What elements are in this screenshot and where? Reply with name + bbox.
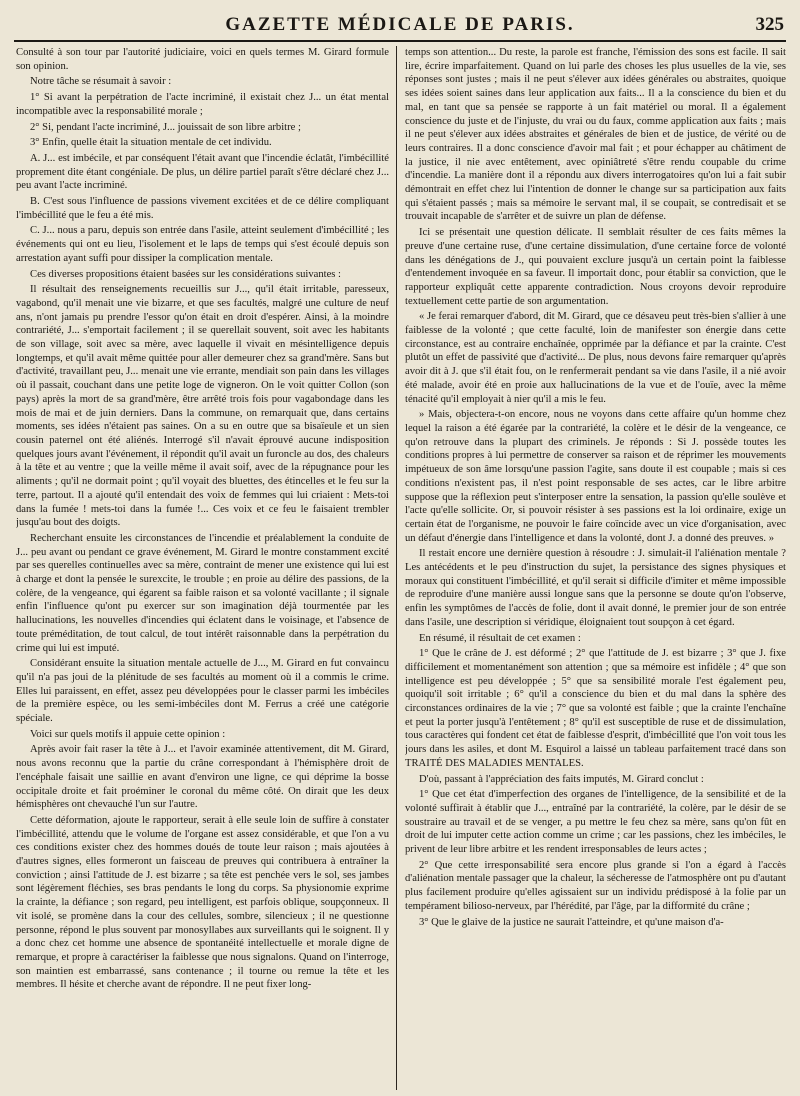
column-divider bbox=[396, 46, 397, 1090]
list-item: 1° Si avant la perpétration de l'acte incriminé, il existait chez J... un état mental incompatible avec la responsabilité morale ; bbox=[16, 92, 389, 117]
left-column bbox=[16, 46, 389, 1090]
paragraph: Ici se présentait une question délicate. Il semblait résulter de ces faits mêmes la preuve d'une certaine ruse, d'une certaine dissimulation, d'une certaine force de volonté dans les dénégations de J., qui pouvaient exclure jusqu'à un certain point la faiblesse d'entendement invoquée en sa faveur. Il importait donc, pour établir sa conviction, que le rapporteur expliquât cette apparente contradiction. Nous croyons devoir reproduire textuellement cette partie de son argumentation. bbox=[405, 227, 786, 307]
right-column bbox=[405, 46, 786, 1090]
paragraph: 1° Que le crâne de J. est déformé ; 2° que l'attitude de J. est bizarre ; 3° que J. fixe difficilement et momentanément son attention ; que sa mémoire est infidèle ; 4° que son intelligence est peu développée ; 5° que sa sensibilité morale l'est également peu, quoiqu'il soit irritable ; 6° qu'il a conscience du bien et du mal dans la sphère des circonstances ordinaires de la vie ; 7° que sa volonté est faible ; que la crainte l'enchaîne et peut la porter jusqu'à l'entêtement ; 8° qu'il est susceptible de ruse et de dissimulation, tous caractères qui fondent cet état de faiblesse d'esprit, d'imbécillité que l'on voit tous les jours dans les asiles, et dont M. Esquirol a laissé un tableau parfaitement tracé dans son TRAITÉ DES MALADIES MENTALES. bbox=[405, 648, 786, 769]
paragraph: Consulté à son tour par l'autorité judiciaire, voici en quels termes M. Girard formule son opinion. bbox=[16, 47, 389, 72]
list-item: 2° Si, pendant l'acte incriminé, J... jouissait de son libre arbitre ; bbox=[30, 121, 301, 133]
journal-title: GAZETTE MÉDICALE DE PARIS. bbox=[225, 14, 575, 35]
list-item: 3° Enfin, quelle était la situation mentale de cet individu. bbox=[30, 137, 272, 149]
paragraph: 3° Que le glaive de la justice ne saurait l'atteindre, et qu'une maison d'a- bbox=[419, 916, 724, 928]
paragraph: C. J... nous a paru, depuis son entrée dans l'asile, atteint seulement d'imbécillité ; les événements qui ont eu lieu, l'isolement et le laps de temps qui s'est écoulé depuis son arrestation ayant suffi pour dissiper la complication mentale. bbox=[16, 225, 389, 264]
paragraph: Ces diverses propositions étaient basées sur les considérations suivantes : bbox=[30, 268, 341, 280]
paragraph: « Je ferai remarquer d'abord, dit M. Girard, que ce désaveu peut très-bien s'allier à une faiblesse de la volonté ; que cette faculté, loin de manifester son énergie dans cette circonstance, est au contraire enchaînée, opprimée par la défiance et par la crainte. C'est plutôt un effet de passivité que d'activité... De plus, nous devons faire remarquer qu'après avoir dit à J. que s'il était fou, on le renfermerait pendant sa vie dans l'asile, il a nié avoir été malade, avoir été en proie aux hallucinations de la vue et de l'ouïe, avec la même ténacité qu'il employait à nier qu'il a mis le feu. bbox=[405, 311, 786, 405]
paragraph: temps son attention... Du reste, la parole est franche, l'émission des sons est facile. Il sait lire, écrire imparfaitement. Quand on lui parle des choses les plus usuelles de la vie, ses réponses sont justes ; mais il ne peut s'élever aux idées générales ou abstraites, quoique ses idées soient saines dans leur application aux faits... Il a la conscience du bien et du mal, en tant que sa pensée se rapporte à un fait matériel ou moral. Il a également conscience du juste et de l'injuste, du vrai ou du faux, comme application aux faits ; mais il ne peut s'élever aux idées abstraites et générales de bien et de justice, de vérité ou de leurs contraires. Il a donc conscience d'avoir mal fait ; et pour échapper au châtiment de la justice, il nie avec entêtement, avec opiniâtreté s'être rendu coupable du crime d'incendie. La manière dont il a répondu aux divers interrogatoires qu'on lui a fait subir démontrait en effet chez lui l'intention de donner le change sur sa participation aux faits qui s'étaient passés ; mais sa mémoire le servant mal, il se coupait, se contredisait et se trouvait incapable de s'arrêter et de suivre un plan de défense. bbox=[405, 47, 786, 223]
page-header bbox=[14, 10, 786, 42]
paragraph: Après avoir fait raser la tête à J... et l'avoir examinée attentivement, dit M. Girard, nous avons reconnu que la partie du crâne correspondant à l'hémisphère droit de l'encéphale faisait une saillie en avant d'environ une ligne, ce qui déprime la bosse occipitale droite et fait proéminer le coronal du même côté. On dirait que les deux hémisphères ont chevauché l'un sur l'autre. bbox=[16, 744, 389, 811]
paragraph: 2° Que cette irresponsabilité sera encore plus grande si l'on a égard à l'accès d'aliénation mentale passager que la chaleur, la sécheresse de l'atmosphère ont pu d'autant plus facilement produire qu'elles agissaient sur un individu prédisposé à la folie par un tempérament bilioso-nerveux, par l'hérédité, par l'âge, par la difformité du crâne ; bbox=[405, 859, 786, 912]
paragraph: Recherchant ensuite les circonstances de l'incendie et préalablement la conduite de J... peu avant ou pendant ce grave événement, M. Girard le montre constamment excité par ses querelles continuelles avec sa mère, contraint de mener une existence qui lui est à charge et dont la pensée le surexcite, le trouble ; en proie au délire des passions, de la colère, de la vengeance, qui égarent sa faible raison et sa volonté vacillante ; il signale enfin l'influence qu'ont pu exercer sur son imagination déjà tourmentée par les hallucinations, les nouvelles d'incendies qui éclatent dans le voisinage, et l'absence de toute préméditation, de tout calcul, de tout intérêt raisonnable dans la perpétration du crime qui lui est imputé. bbox=[16, 532, 389, 654]
paragraph: Notre tâche se résumait à savoir : bbox=[30, 76, 172, 88]
paragraph: » Mais, objectera-t-on encore, nous ne voyons dans cette affaire qu'un homme chez lequel la raison a été égarée par la contrariété, la colère et le désir de la vengeance, ce qu'on retrouve dans la plupart des criminels. Je réponds : Si J. possède toutes les conditions propres à lui permettre de conserver sa raison et de réprimer les mouvements impétueux de son âme lorsqu'une passion l'agite, sans doute il est coupable ; mais si ces conditions n'existent pas, il n'est point responsable de ses actes, car le libre arbitre suppose que la réflexion peut s'interposer entre la sensation, la passion qu'elle soulève et l'acte qu'elle sollicite. Or, si pouvoir résister à ses passions est la loi ordinaire, exige un certain état de l'organisme, ne pouvoir le faire coïncide avec un vice d'organisation, avec un défaut d'énergie dans l'intelligence et dans la volonté, dont J. a donné des preuves. » bbox=[405, 409, 786, 544]
paragraph: En résumé, il résultait de cet examen : bbox=[419, 632, 581, 644]
paragraph: Cette déformation, ajoute le rapporteur, serait à elle seule loin de suffire à constater l'imbécillité, attendu que le volume de l'organe est assez considérable, et que l'on a vu ces conditions exister chez des hommes doués de toute leur raison ; mais ajoutées à d'autres signes, elles formeront un faisceau de preuves qui contribuera à entraîner la conviction ; ainsi l'attitude de J. est bizarre ; sa tête est penchée vers le sol, ses jambes sont légèrement fléchies, ses bras pendants le long du corps. Sa physionomie exprime la crainte, la défiance ; son regard, peu intelligent, est parfois oblique, soupçonneux. Il vit isolé, se promène dans la cour des cellules, sombre, silencieux ; il ne questionne personne, répond le plus souvent par monosyllabes aux surveillants qui le soignent. Il y a donc chez cet homme une absence de spontanéité intellectuelle et morale digne de remarque, et propre à caractériser la faiblesse que nous signalons. Quand on l'interroge, son maintien est embarrassé, sans contenance ; il tourne ou remue la tête et les membres. Il hésite et cherche avant de répondre. Il ne peut fixer long- bbox=[16, 814, 389, 991]
paragraph: D'où, passant à l'appréciation des faits imputés, M. Girard conclut : bbox=[419, 773, 704, 785]
paragraph: Considérant ensuite la situation mentale actuelle de J..., M. Girard en fut convaincu qu'il n'a pas joui de la plénitude de ses facultés au moment où il a commis le crime. Elles lui paraissent, en effet, assez peu développées pour le classer parmi les imbéciles de la première espèce, ou les semi-imbéciles dont M. Ferrus a créé une catégorie spéciale. bbox=[16, 658, 389, 725]
paragraph: B. C'est sous l'influence de passions vivement excitées et de ce délire compliquant l'imbécillité que le feu a été mis. bbox=[16, 196, 389, 221]
paragraph: Il résultait des renseignements recueillis sur J..., qu'il était irritable, paresseux, vagabond, qu'il menait une vie bizarre, et que ses facultés, malgré une culture de neuf ans, n'ont jamais pu prendre l'essor qu'on était en droit d'espérer. Ainsi, à la moindre contrariété, J... s'emportait facilement ; il se querellait souvent, soit avec les habitants de son village, soit avec sa mère, avec laquelle il vivait en mésintelligence depuis longtemps, et qu'il avait même quittée pour aller demeurer chez sa grand'mère. Sans but d'activité, travaillant peu, J... menait une vie errante, mendiait son pain dans les villages où il passait, couchant dans une petite loge de vigneron. On le voit quitter Collon (son pays) après la mort de sa grand'mère, être arrêté trois fois pour vagabondage dans les mois de mai et de juin derniers. Dans la commune, on remarquait que, dans certains moments, ses idées n'étaient pas saines. On a su en outre que sa bisaïeule et un sien cousin paternel ont été aliénés. Interrogé s'il n'avait éprouvé aucune indisposition quelques jours avant l'événement, il répondit qu'il avait un furoncle au dos, des chaleurs à la tête et au ventre ; que la veille même il avait soif, avec de la répugnance pour les aliments ; qu'il ne dormait point ; qu'il voyait des bluettes, des étincelles et le feu sur la terre, partout. Il a ajouté qu'il entendait des voix de femmes qui lui criaient : Mets-toi dans la fumée ! mets-toi dans la fumée !... Ces voix et ce feu le faisaient trembler jusqu'au bout des doigts. bbox=[16, 284, 389, 529]
paragraph: Voici sur quels motifs il appuie cette opinion : bbox=[30, 728, 226, 740]
page-number: 325 bbox=[755, 14, 784, 35]
paragraph: 1° Que cet état d'imperfection des organes de l'intelligence, de la sensibilité et de la volonté suffirait à établir que J..., entraîné par la contrariété, la colère, par le désir de se soustraire au travail et de se venger, a pu mettre le feu chez sa mère, sans qu'on fût en droit de lui imputer cette action comme un crime ; car les passions, chez les imbéciles, le privent de leur libre arbitre et les rendent irresponsables de leurs actes ; bbox=[405, 789, 786, 856]
paragraph: A. J... est imbécile, et par conséquent l'était avant que l'incendie éclatât, l'imbécillité proprement dite étant congéniale. De plus, un délire partiel paraît s'être déclaré chez J... peu avant l'acte incriminé. bbox=[16, 152, 389, 192]
paragraph: Il restait encore une dernière question à résoudre : J. simulait-il l'aliénation mentale ? Les antécédents et le peu d'instruction du sujet, la persistance des signes physiques et moraux qui constituent l'imbécillité, et qu'il serait si difficile d'imiter et même impossible de reproduire d'une manière aussi longue sans que la personne se doute qu'on l'observe, enfin les symptômes de l'accès de folie, dont il avait donné, le premier jour de son entrée dans l'asile, une description si véridique, éloignaient tout soupçon à cet égard. bbox=[405, 548, 786, 628]
